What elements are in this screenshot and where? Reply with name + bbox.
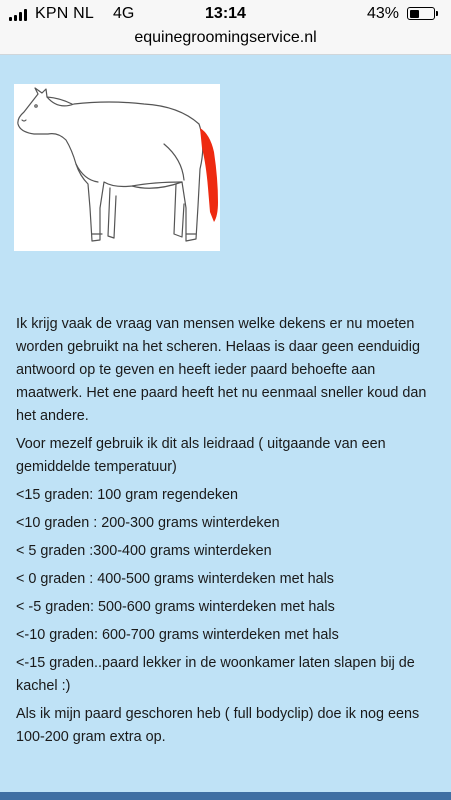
status-time: 13:14: [205, 5, 246, 22]
guideline-item: < -5 graden: 500-600 grams winterdeken met hals: [16, 599, 335, 615]
guideline-item: <-10 graden: 600-700 grams winterdeken met hals: [16, 627, 339, 643]
bodyclip-note: Als ik mijn paard geschoren heb ( full bodyclip) doe ik nog eens 100-200 gram extra op.: [16, 706, 420, 745]
battery-fill: [410, 10, 420, 18]
status-bar: [0, 0, 451, 28]
horse-drawing: [14, 84, 220, 251]
guideline-item: < 0 graden : 400-500 grams winterdeken met hals: [16, 571, 334, 587]
bottom-strip: [0, 792, 451, 800]
horse-illustration: [14, 84, 220, 251]
guideline-item: < 5 graden :300-400 grams winterdeken: [16, 543, 272, 559]
network-type: 4G: [113, 5, 135, 22]
battery-percentage: 43%: [366, 5, 399, 22]
guideline-item: <15 graden: 100 gram regendeken: [16, 487, 239, 503]
intro-paragraph: Ik krijg vaak de vraag van mensen welke dekens er nu moeten worden gebruikt na het scheren. Helaas is daar geen eenduidig antwoord op te geven en heeft ieder paard behoefte aan maatwerk. Het ene paard heeft het nu eenmaal sneller koud dan het andere.: [16, 316, 427, 424]
guideline-intro: Voor mezelf gebruik ik dit als leidraad ( uitgaande van een gemiddelde temperatuur): [16, 436, 386, 475]
url-text[interactable]: equinegroomingservice.nl: [134, 29, 317, 46]
guideline-item: <10 graden : 200-300 grams winterdeken: [16, 515, 280, 531]
battery-icon: [407, 7, 435, 20]
horse-tail-highlight: [200, 128, 218, 222]
carrier-name: KPN NL: [35, 5, 94, 22]
guideline-item: <-15 graden..paard lekker in de woonkamer laten slapen bij de kachel :): [16, 655, 415, 694]
article-body: [16, 313, 440, 754]
browser-url-bar[interactable]: [0, 28, 451, 55]
